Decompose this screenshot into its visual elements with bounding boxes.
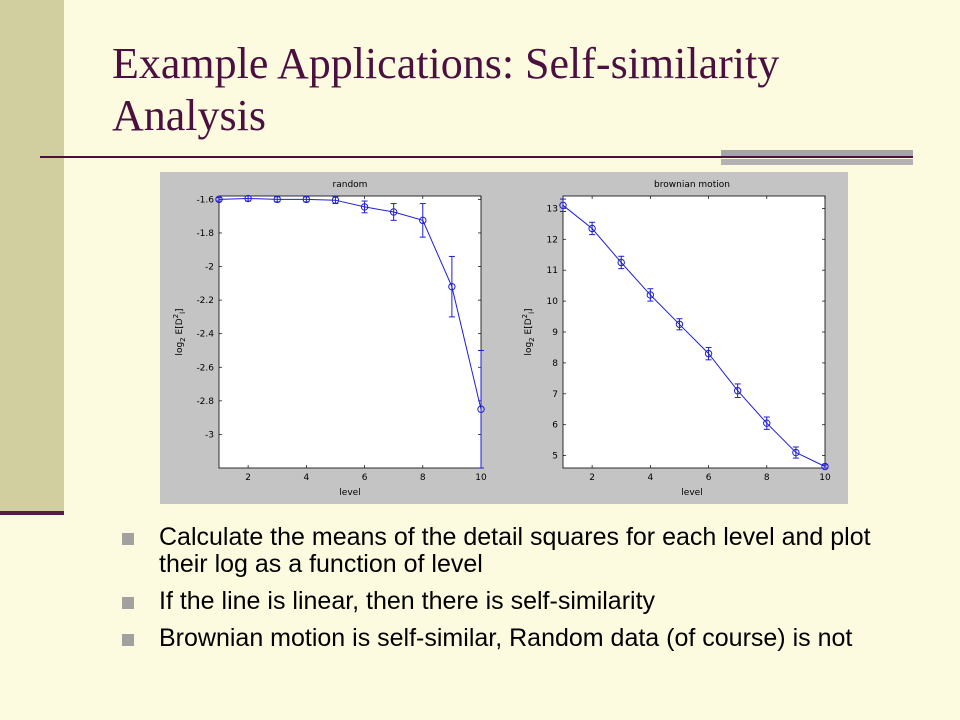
slide-title: Example Applications: Self-similarity Analysis (112, 39, 780, 140)
y-axis-label: $\log_2 E[D^2_l]$ (172, 308, 187, 356)
chart-random (172, 180, 487, 498)
x-tick-label: 4 (303, 473, 310, 483)
bullet-item (122, 588, 922, 615)
x-tick-label: 2 (589, 473, 595, 483)
bullet-text: Brownian motion is self-similar, Random data (of course) is not (159, 624, 853, 652)
y-axis-label: $\log_2 E[D^2_l]$ (521, 308, 536, 356)
y-tick-label: -2.8 (196, 396, 214, 407)
y-tick-label: 7 (552, 389, 558, 400)
bullet-text: Calculate the means of the detail squares for each level and plot their log as a function of level (159, 523, 871, 578)
bullet-item (122, 524, 922, 578)
chart-title: random (332, 180, 368, 190)
chart-brownian-motion (521, 180, 831, 498)
sidebar-rule (0, 511, 64, 515)
bullet-text: If the line is linear, then there is self-similarity (159, 587, 656, 615)
bullet-item (122, 625, 922, 652)
plot-area (563, 196, 825, 468)
y-tick-label: 11 (546, 266, 558, 277)
y-tick-label: -2.6 (196, 363, 214, 374)
x-tick-label: 6 (705, 473, 712, 483)
x-tick-label: 10 (475, 473, 487, 483)
x-tick-label: 4 (647, 473, 654, 483)
x-axis-label: level (681, 488, 703, 498)
y-tick-label: 13 (546, 204, 558, 215)
bullet-square-icon (122, 533, 134, 545)
bullet-square-icon (122, 634, 134, 646)
y-tick-label: 9 (552, 328, 558, 338)
bullet-square-icon (122, 597, 134, 609)
y-tick-label: 5 (552, 451, 558, 462)
y-tick-label: 8 (552, 358, 558, 369)
x-tick-label: 6 (361, 473, 368, 483)
y-tick-label: 10 (546, 297, 558, 308)
x-tick-label: 8 (419, 473, 426, 483)
title-accent-bar-lower (721, 159, 913, 165)
x-axis-label: level (339, 488, 361, 498)
sidebar-band (0, 0, 64, 511)
plot-area (219, 196, 481, 468)
title-divider (40, 156, 913, 158)
y-tick-label: -2.4 (196, 329, 214, 340)
y-tick-label: -3 (205, 430, 214, 441)
y-tick-label: -2.2 (196, 296, 214, 307)
chart-title: brownian motion (654, 180, 730, 190)
y-tick-label: -2 (205, 262, 214, 273)
x-tick-label: 2 (245, 473, 251, 483)
y-tick-label: 12 (546, 235, 558, 246)
y-tick-label: 6 (552, 420, 558, 431)
y-tick-label: -1.8 (196, 228, 214, 239)
x-tick-label: 8 (763, 473, 770, 483)
title-accent-bar (721, 150, 913, 156)
x-tick-label: 10 (819, 473, 831, 483)
bullet-list (122, 524, 922, 662)
chart-figure (160, 172, 848, 504)
charts-svg (160, 172, 848, 504)
y-tick-label: -1.6 (196, 195, 214, 206)
